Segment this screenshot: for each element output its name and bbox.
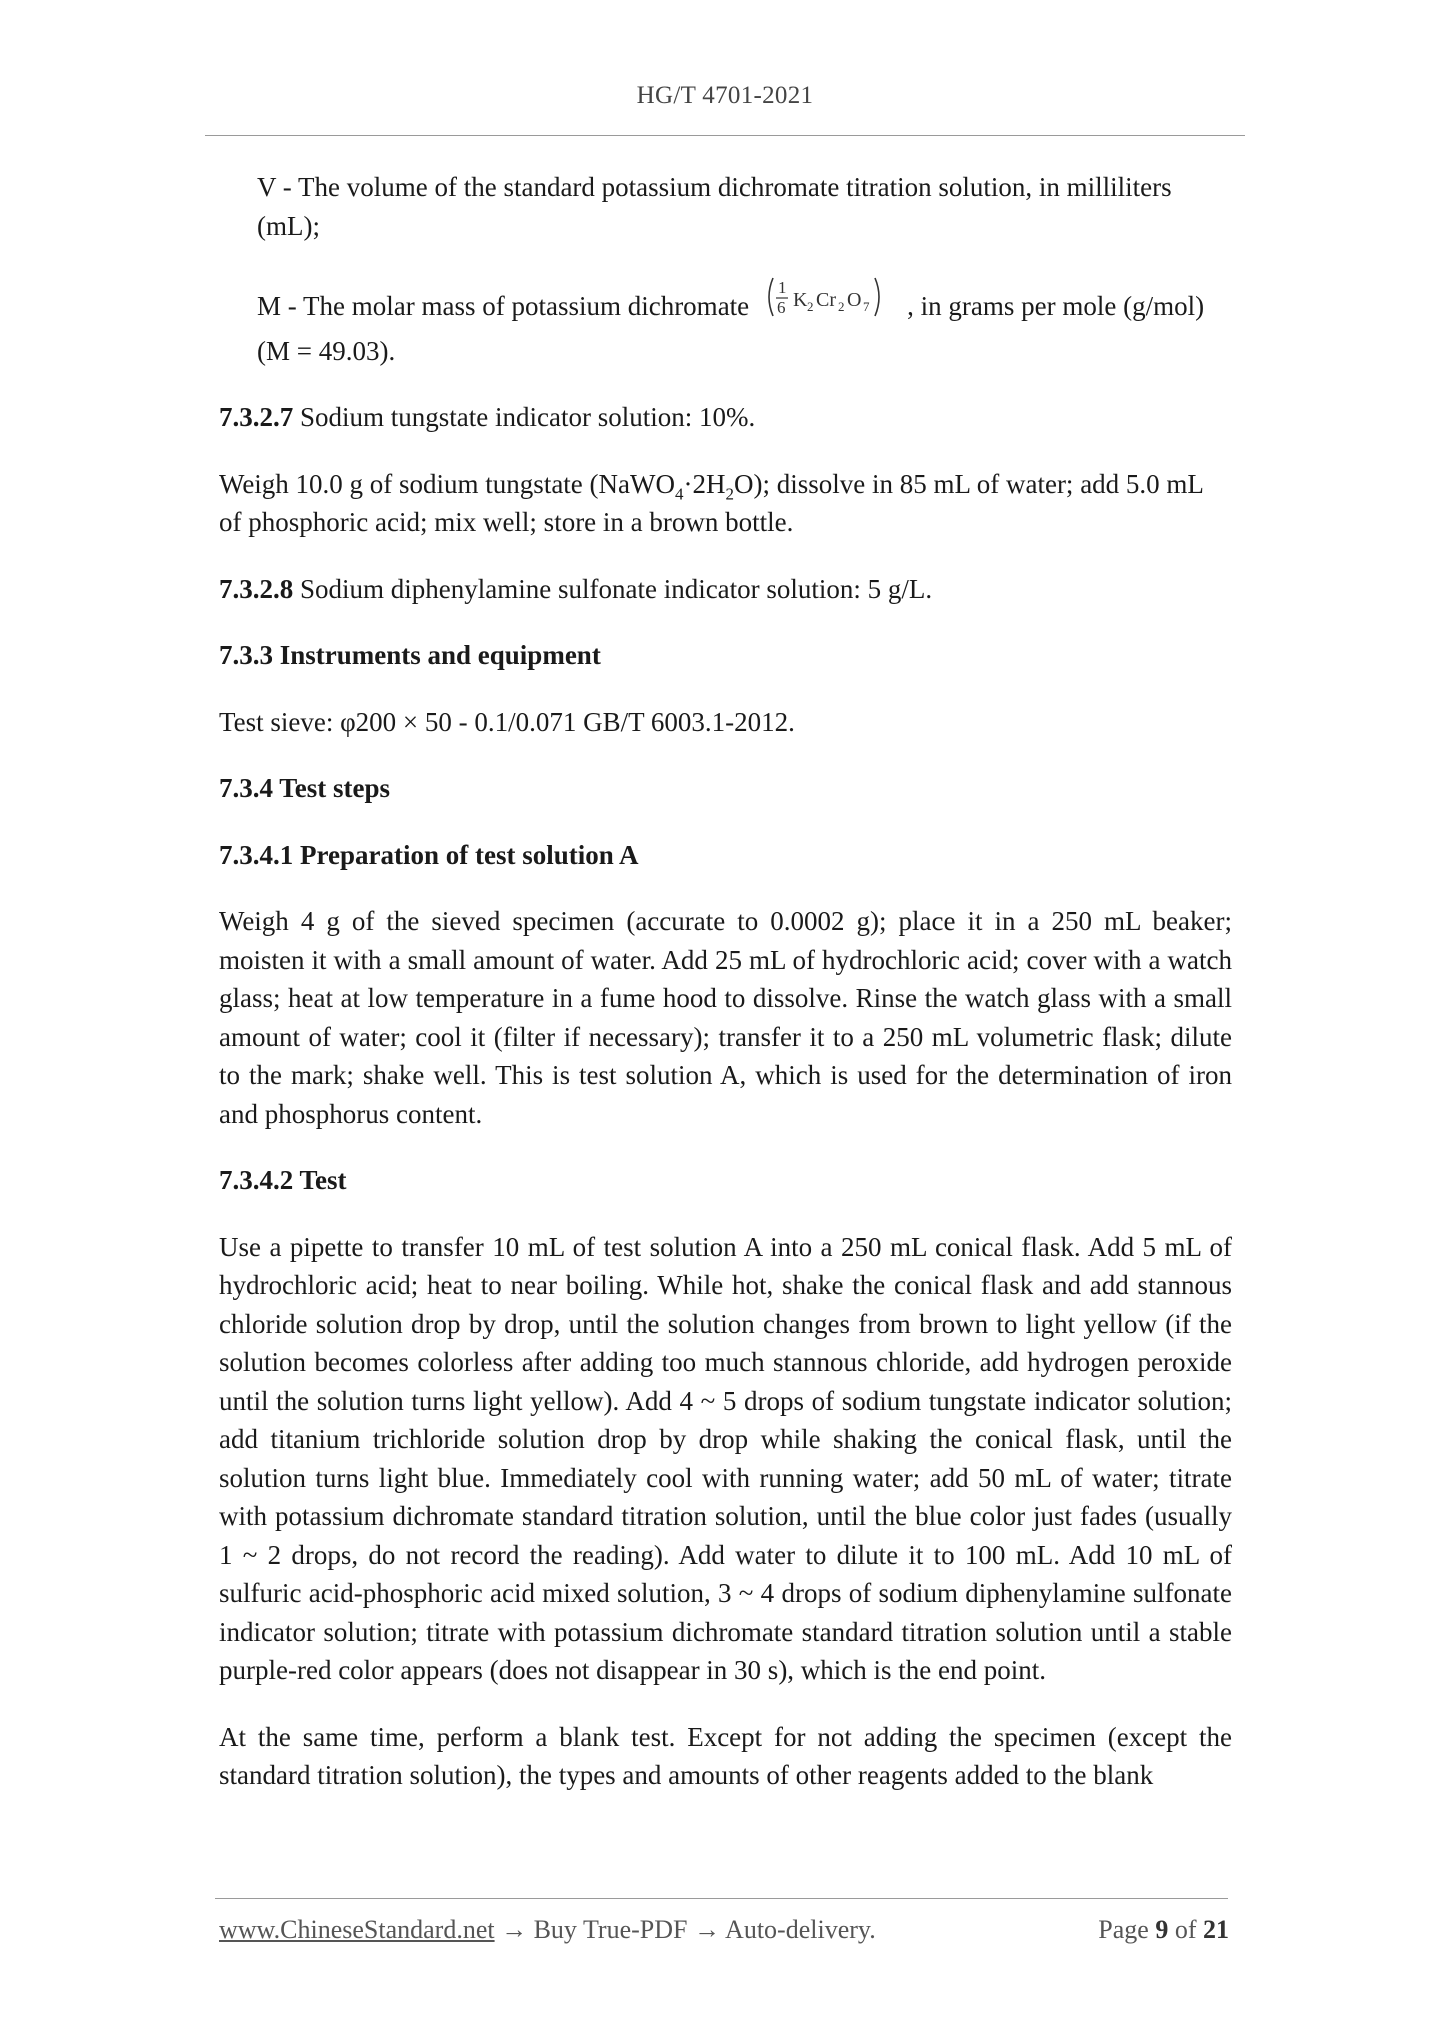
m-def-prefix: M - The molar mass of potassium dichromate [257, 291, 750, 321]
text-run: O); dissolve in 85 mL of water; add 5.0 mL of phosphoric acid; mix well; store in a brown bottle. [219, 468, 1203, 537]
section-text: Sodium tungstate indicator solution: 10%. [293, 402, 756, 432]
page-word: Page [1098, 1915, 1149, 1944]
svg-text:K: K [793, 289, 808, 311]
svg-text:Cr: Cr [816, 289, 837, 311]
section-heading-7-3-4-2: 7.3.4.2 Test [219, 1165, 347, 1195]
page-indicator [1098, 1915, 1229, 1945]
blank-test-paragraph: At the same time, perform a blank test. Except for not adding the specimen (except the standard titration solution), the types and amounts of other reagents added to the blank [219, 1721, 1232, 1790]
document-body [219, 168, 1232, 1823]
svg-text:2: 2 [838, 299, 845, 314]
header-divider [205, 135, 1245, 136]
standard-code: HG/T 4701-2021 [636, 82, 814, 109]
of-word: of [1174, 1915, 1197, 1944]
subscript: 2 [725, 483, 734, 503]
footer-tagline: → Buy True-PDF → Auto-delivery. [494, 1915, 876, 1944]
svg-text:1: 1 [778, 278, 787, 297]
section-7-3-2-8 [219, 570, 1232, 609]
sodium-tungstate-preparation [219, 465, 1232, 542]
m-def-suffix: , in grams per mole (g/mol) (M = 49.03). [257, 291, 1205, 366]
test-solution-a-paragraph: Weigh 4 g of the sieved specimen (accurate to 0.0002 g); place it in a 250 mL beaker; moisten it with a small amount of water. Add 25 mL of hydrochloric acid; cover with a watch glass; heat at low temperature in a fume hood to dissolve. Rinse the watch glass with a small amount of water; cool it (filter if necessary); transfer it to a 250 mL volumetric flask; dilute to the mark; shake well. This is test solution A, which is used for the determination of iron and phosphorus content. [219, 906, 1232, 1129]
section-heading-7-3-3: 7.3.3 Instruments and equipment [219, 640, 601, 670]
svg-text:7: 7 [863, 299, 870, 314]
site-link[interactable]: www.ChineseStandard.net [219, 1915, 495, 1944]
total-page-count: 21 [1203, 1915, 1229, 1944]
text-run: ·2H [683, 468, 726, 499]
text-run: Weigh 10.0 g of sodium tungstate (NaWO [219, 468, 675, 499]
test-sieve-spec: Test sieve: φ200 × 50 - 0.1/0.071 GB/T 6003.1-2012. [219, 706, 795, 737]
current-page-number: 9 [1155, 1915, 1169, 1944]
section-heading-7-3-4-1: 7.3.4.1 Preparation of test solution A [219, 839, 639, 870]
svg-text:O: O [847, 289, 862, 311]
variable-definition-v: V - The volume of the standard potassium dichromate titration solution, in milliliters (mL); [257, 172, 1172, 241]
test-procedure-paragraph: Use a pipette to transfer 10 mL of test solution A into a 250 mL conical flask. Add 5 mL of hydrochloric acid; heat to near boiling. While hot, shake the conical flask and add stannous chloride solution drop by drop, until the solution changes from brown to light yellow (if the solution becomes colorless after adding too much stannous chloride, add hydrogen peroxide until the solution turns light yellow). Add 4 ~ 5 drops of sodium tungstate indicator solution; add titanium trichloride solution drop by drop while shaking the conical flask, until the solution turns light blue. Immediately cool with running water; add 50 mL of water; titrate with potassium dichromate standard titration solution, until the blue color just fades (usually 1 ~ 2 drops, do not record the reading). Add water to dilute it to 100 mL. Add 10 mL of sulfuric acid-phosphoric acid mixed solution, 3 ~ 4 drops of sodium diphenylamine sulfonate indicator solution; titrate with potassium dichromate standard titration solution until a stable purple-red color appears (does not disappear in 30 s), which is the end point. [219, 1231, 1232, 1685]
section-number: 7.3.2.8 [219, 573, 294, 604]
svg-text:2: 2 [807, 299, 814, 314]
potassium-dichromate-formula-image [763, 273, 905, 332]
variable-definition-m [219, 273, 1232, 370]
footer-divider [215, 1898, 1228, 1899]
page-footer [219, 1915, 1229, 1945]
subscript: 4 [675, 483, 684, 503]
section-text: Sodium diphenylamine sulfonate indicator solution: 5 g/L. [293, 573, 933, 604]
section-7-3-2-7 [219, 398, 1232, 437]
section-heading-7-3-4: 7.3.4 Test steps [219, 773, 391, 803]
section-number: 7.3.2.7 [219, 402, 294, 432]
svg-text:6: 6 [777, 298, 786, 317]
document-header [205, 82, 1245, 110]
